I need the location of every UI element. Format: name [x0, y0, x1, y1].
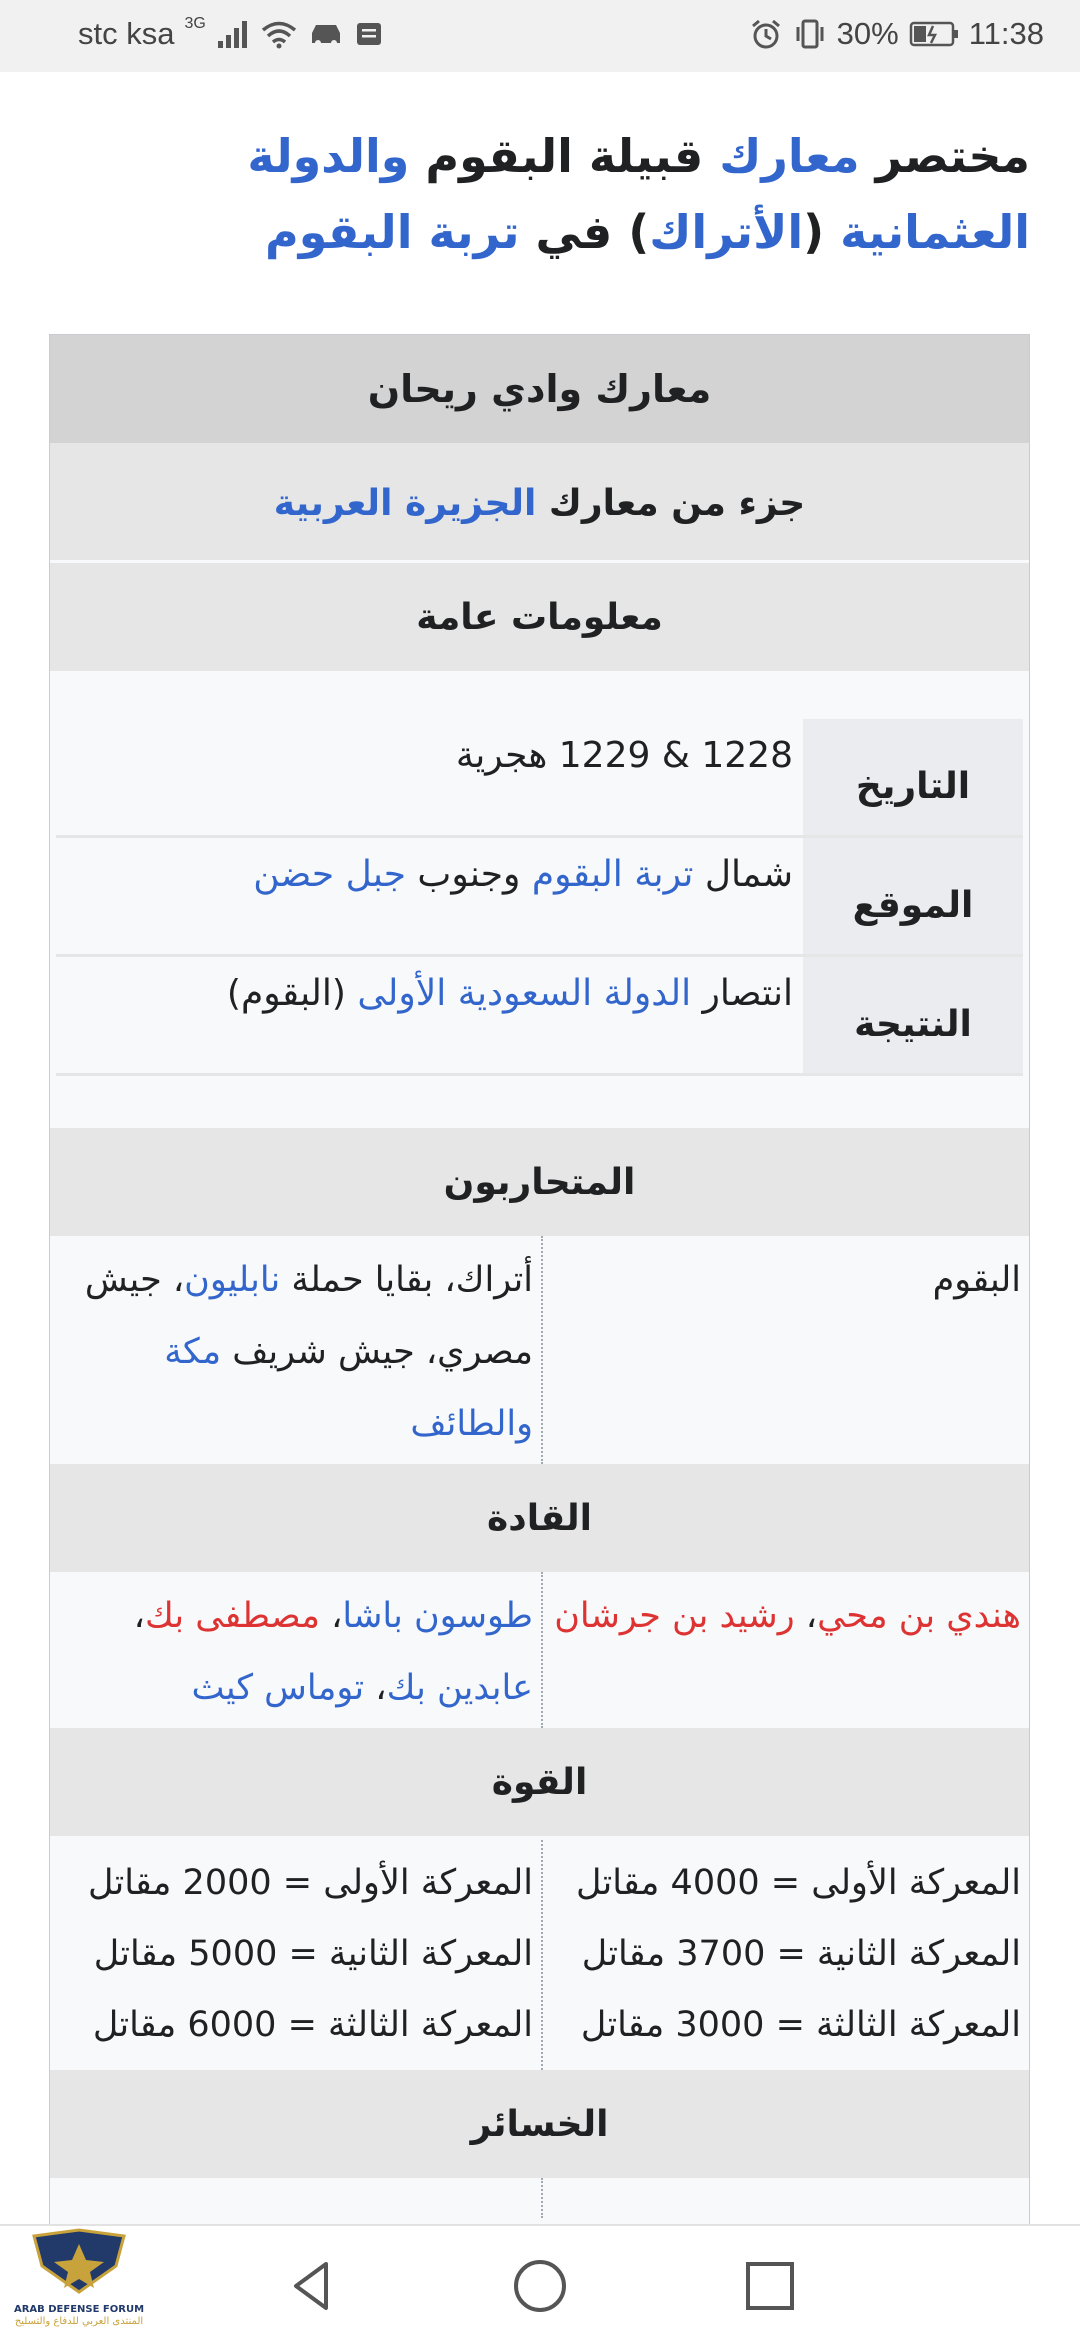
strength-line: المعركة الأولى = 2000 مقاتل	[88, 1863, 533, 1903]
infobox	[49, 334, 1030, 2234]
forum-logo-icon	[24, 2226, 134, 2300]
strength-line: المعركة الثالثة = 3000 مقاتل	[580, 2005, 1021, 2045]
row-label: النتيجة	[803, 957, 1023, 1073]
value-text: ، جيش مصري، جيش شريف	[84, 1260, 533, 1372]
info-row-result	[56, 957, 1023, 1076]
infobox-part-of	[50, 446, 1029, 563]
title-text: مختصر	[859, 129, 1030, 183]
value-text: أتراك، بقايا حملة	[280, 1260, 533, 1300]
belligerents-row	[50, 1236, 1029, 1464]
redlink-hindi[interactable]: هندي بن محي	[817, 1596, 1021, 1636]
section-commanders: القادة	[50, 1464, 1029, 1572]
section-general-info: معلومات عامة	[50, 563, 1029, 671]
value-text: انتصار	[691, 973, 793, 1014]
separator: ،	[794, 1596, 818, 1636]
back-icon[interactable]	[282, 2256, 342, 2316]
link-first-saudi-state[interactable]: الدولة السعودية الأولى	[357, 973, 692, 1014]
infobox-title: معارك وادي ريحان	[50, 335, 1029, 446]
casualties-row	[50, 2178, 1029, 2218]
separator: ،	[364, 1668, 387, 1708]
info-row-location	[56, 838, 1023, 957]
title-text: (	[803, 205, 841, 259]
clock: 11:38	[968, 16, 1044, 51]
row-value	[56, 838, 803, 954]
separator: ،	[320, 1596, 343, 1636]
redlink-rashid[interactable]: رشيد بن جرشان	[554, 1596, 795, 1636]
section-belligerents: المتحاربون	[50, 1128, 1029, 1236]
row-label: الموقع	[803, 838, 1023, 954]
casualties-2	[50, 2178, 541, 2218]
link-jabal-hadan[interactable]: جبل حضن	[253, 854, 406, 895]
link-turabah[interactable]: تربة البقوم	[531, 854, 694, 895]
separator: ،	[133, 1596, 145, 1636]
watermark-line2: المنتدى العربي للدفاع والتسليح	[14, 2316, 144, 2327]
commanders-row	[50, 1572, 1029, 1728]
recents-icon[interactable]	[740, 2256, 800, 2316]
info-row-date	[56, 719, 1023, 838]
carrier-label: stc ksa	[78, 16, 175, 51]
strength-row	[50, 1836, 1029, 2070]
value-text: (البقوم)	[226, 973, 358, 1014]
strength-line: المعركة الثالثة = 6000 مقاتل	[92, 2005, 533, 2045]
title-link-turabah[interactable]: تربة البقوم	[264, 205, 520, 259]
vibrate-icon	[793, 17, 827, 51]
battery-percent: 30%	[836, 16, 899, 51]
title-text: ) في	[519, 205, 650, 259]
network-type: 3G	[184, 15, 206, 32]
commanders-1	[541, 1572, 1029, 1728]
link-tusun-pasha[interactable]: طوسون باشا	[342, 1596, 533, 1636]
value-text: شمال	[693, 854, 793, 895]
wifi-icon	[260, 19, 298, 49]
info-table	[50, 671, 1029, 1128]
title-text: قبيلة البقوم	[409, 129, 720, 183]
car-mode-icon	[308, 19, 344, 49]
home-icon[interactable]	[510, 2256, 570, 2316]
navigation-bar	[0, 2224, 1080, 2342]
row-label: التاريخ	[803, 719, 1023, 835]
link-napoleon[interactable]: نابليون	[184, 1260, 281, 1300]
link-mecca-taif[interactable]: مكة والطائف	[164, 1332, 533, 1444]
forum-watermark	[4, 2226, 154, 2338]
belligerent-1: البقوم	[541, 1236, 1029, 1464]
casualties-1	[541, 2178, 1029, 2218]
redlink-mustafa-bey[interactable]: مصطفى بك	[144, 1596, 320, 1636]
signal-icon	[216, 19, 250, 49]
section-strength: القوة	[50, 1728, 1029, 1836]
alarm-icon	[749, 17, 783, 51]
page-title	[50, 118, 1030, 270]
row-value: 1228 & 1229 هجرية	[455, 735, 793, 776]
value-text: وجنوب	[405, 854, 532, 895]
part-of-text: جزء من معارك	[548, 482, 806, 524]
row-value	[56, 957, 803, 1073]
message-icon	[354, 19, 384, 49]
belligerent-2	[50, 1236, 541, 1464]
commanders-2	[50, 1572, 541, 1728]
strength-line: المعركة الأولى = 4000 مقاتل	[576, 1863, 1021, 1903]
strength-2	[50, 1840, 541, 2070]
status-bar	[0, 0, 1080, 72]
part-of-link[interactable]: الجزيرة العربية	[273, 482, 537, 524]
link-abidin-bey[interactable]: عابدين بك	[386, 1668, 533, 1708]
title-link-battles[interactable]: معارك	[719, 129, 860, 183]
section-casualties: الخسائر	[50, 2070, 1029, 2178]
strength-1	[541, 1840, 1029, 2070]
watermark-line1: ARAB DEFENSE FORUM	[13, 2304, 145, 2315]
title-link-turks[interactable]: الأتراك	[649, 205, 804, 259]
strength-line: المعركة الثانية = 5000 مقاتل	[93, 1934, 533, 1974]
title-link-ottoman[interactable]: والدولة العثمانية	[247, 129, 1030, 259]
battery-icon	[909, 20, 959, 48]
link-thomas-keith[interactable]: توماس كيث	[191, 1668, 365, 1708]
strength-line: المعركة الثانية = 3700 مقاتل	[581, 1934, 1021, 1974]
